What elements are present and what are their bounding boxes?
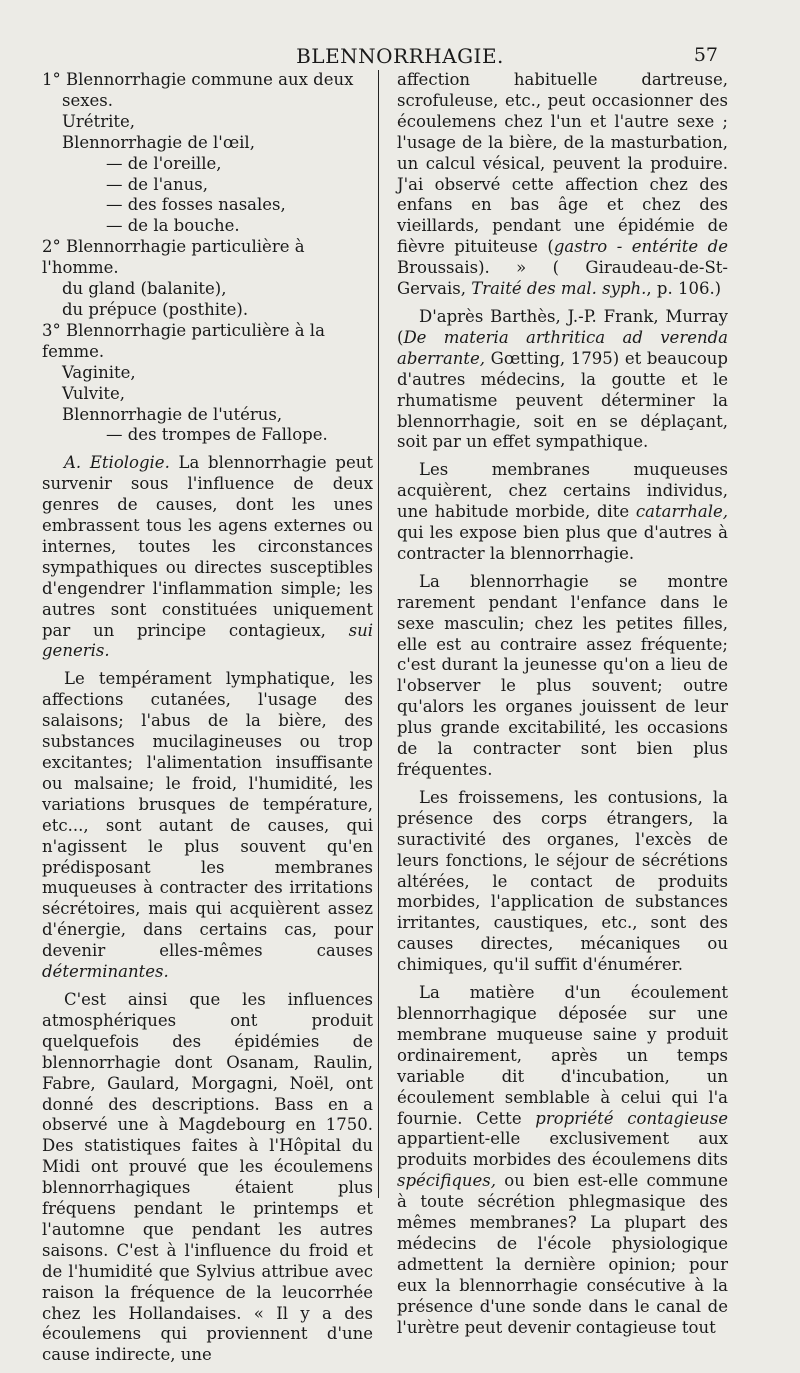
italic-term: gastro - entérite de (553, 237, 728, 257)
paragraph-froissemens (397, 788, 728, 976)
list-item: Vulvite, (62, 383, 126, 403)
list-item: Blennorrhagie de l'utérus, (62, 404, 283, 424)
paragraph-text: ou bien est-elle commune à toute sécrétion phlegmasique des mêmes membranes? La plupart des médecins de l'école physiologique admettent la dernière opinion; pour eux la blennorrhagie consécutive à la présence d'une sonde dans le canal de l'urètre peut devenir contagieuse tout (397, 1171, 728, 1337)
list-item: 3° Blennorrhagie particulière à la femme. (42, 320, 325, 361)
paragraph-matiere (397, 983, 728, 1338)
italic-term: déterminantes. (42, 962, 169, 982)
paragraph-text: La matière d'un écoulement blennorrhagique déposée sur une membrane muqueuse saine y produit ordinairement, après un temps variable dit d'incubation, un écoulement semblable à celui qui l'a fournie. Cette (397, 983, 728, 1128)
list-item: 1° Blennorrhagie commune aux deux (42, 70, 354, 89)
paragraph-text: D'après Barthès, J.-P. Frank, Murray ( (397, 306, 728, 347)
citation-title: De materia arthritica ad verenda aberrante, (397, 327, 728, 368)
paragraph-text: Gœtting, 1795) et beaucoup d'autres médecins, la goutte et le rhumatisme peuvent déterminer la blennorrhagie, soit en se déplaçant, soit par un effet sympathique. (397, 348, 728, 452)
italic-term: catarrhale, (635, 502, 728, 522)
italic-term: spécifiques, (397, 1171, 496, 1191)
paragraph-text: La blennorrhagie se montre rarement pendant l'enfance dans le sexe masculin; chez les petites filles, elle est au contraire assez fréquente; c'est durant la jeunesse qu'on a lieu de l'observer le plus souvent; outre qu'alors les organes jouissent de leur plus grande excitabilité, les occasions de la contracter sont bien plus fréquentes. (397, 571, 728, 779)
paragraph-text: La blennorrhagie peut survenir sous l'influence de deux genres de causes, dont les unes embrassent tous les agens externes ou internes, toutes les circonstances sympathiques ou directes susceptibles d'engendrer l'inflammation simple; les autres sont constituées uniquement par un principe contagieux, (42, 453, 373, 640)
left-column (42, 70, 373, 1373)
list-item: sexes. (62, 90, 114, 110)
list-item: du prépuce (posthite). (62, 299, 249, 319)
list-item: Vaginite, (62, 362, 136, 382)
paragraph-text: appartient-elle exclusivement aux produits morbides des écoulemens dits (397, 1129, 728, 1170)
section-heading: A. Etiologie. (64, 453, 170, 473)
page-header (0, 44, 800, 70)
list-item: 2° Blennorrhagie particulière à l'homme. (42, 237, 305, 278)
list-item: — des fosses nasales, (106, 195, 286, 215)
paragraph-text: Les froissemens, les contusions, la présence des corps étrangers, la suractivité des organes, l'excès de leurs fonctions, le séjour de sécrétions altérées, le contact de produits morbides, l'application de substances irritantes, caustiques, etc., sont des causes directes, mécaniques ou chimiques, qu'il suffit d'énumérer. (397, 787, 728, 975)
paragraph-membranes (397, 460, 728, 565)
list-item: — de l'oreille, (106, 153, 222, 173)
list-item: Urétrite, (62, 111, 135, 131)
paragraph-text: affection habituelle dartreuse, scrofuleuse, etc., peut occasionner des écoulemens chez l'un et l'autre sexe ; l'usage de la bière, de la masturbation, un calcul vésical, peuvent la produire. J'ai observé cette affection chez des enfans en bas âge et chez des vieillards, pendant une épidémie de fièvre pituiteuse ( (397, 70, 728, 257)
paragraph-etiologie (42, 453, 373, 662)
right-column (397, 70, 728, 1345)
paragraph-text: Les membranes muqueuses acquièrent, chez certains individus, une habitude morbide, dite (397, 460, 728, 522)
list-item: — des trompes de Fallope. (106, 425, 328, 445)
classification-list (42, 70, 373, 446)
paragraph-enfance (397, 572, 728, 781)
paragraph-text: C'est ainsi que les influences atmosphériques ont produit quelquefois des épidémies de blennorrhagie dont Osanam, Raulin, Fabre, Gaulard, Morgagni, Noël, ont donné des descriptions. Bass en a observé une à Magdebourg en 1750. Des statistiques faites à l'Hôpital du Midi ont prouvé que les écoulemens blennorrhagiques étaient plus fréquens pendant le printemps et l'automne que pendant les autres saisons. C'est à l'influence du froid et de l'humidité que Sylvius attribue avec raison la fréquence de la leucorrhée chez les Hollandaises. « Il y a des écoulemens qui proviennent d'une cause indirecte, une (42, 989, 373, 1365)
list-item: — de la bouche. (106, 216, 240, 236)
paragraph-influences (42, 990, 373, 1366)
paragraph-text: Broussais). » ( Giraudeau-de-St-Gervais, (397, 258, 728, 299)
paragraph-continued (397, 70, 728, 300)
latin-phrase: sui generis. (42, 620, 374, 661)
running-title: BLENNORRHAGIE. (296, 44, 504, 68)
citation-title: Traité des mal. syph. (471, 279, 647, 299)
paragraph-barthes (397, 307, 728, 453)
paragraph-text: qui les expose bien plus que d'autres à contracter la blennorrhagie. (397, 523, 728, 563)
paragraph-temperament (42, 669, 373, 983)
paragraph-text: , p. 106.) (646, 279, 722, 299)
list-item: du gland (balanite), (62, 279, 227, 299)
italic-term: propriété contagieuse (535, 1108, 728, 1128)
column-divider (378, 70, 379, 1198)
list-item: — de l'anus, (106, 174, 208, 194)
list-item: Blennorrhagie de l'œil, (62, 132, 255, 152)
page-number: 57 (693, 44, 718, 66)
paragraph-text: Le tempérament lymphatique, les affections cutanées, l'usage des salaisons; l'abus de la bière, des substances mucilagineuses ou trop excitantes; l'alimentation insuffisante ou malsaine; le froid, l'humidité, les variations brusques de température, etc..., sont autant de causes, qui n'agissent le plus souvent qu'en prédisposant les membranes muqueuses à contracter des irritations sécrétoires, mais qui acquièrent assez d'énergie, dans certains cas, pour devenir elles-mêmes causes (42, 669, 373, 961)
